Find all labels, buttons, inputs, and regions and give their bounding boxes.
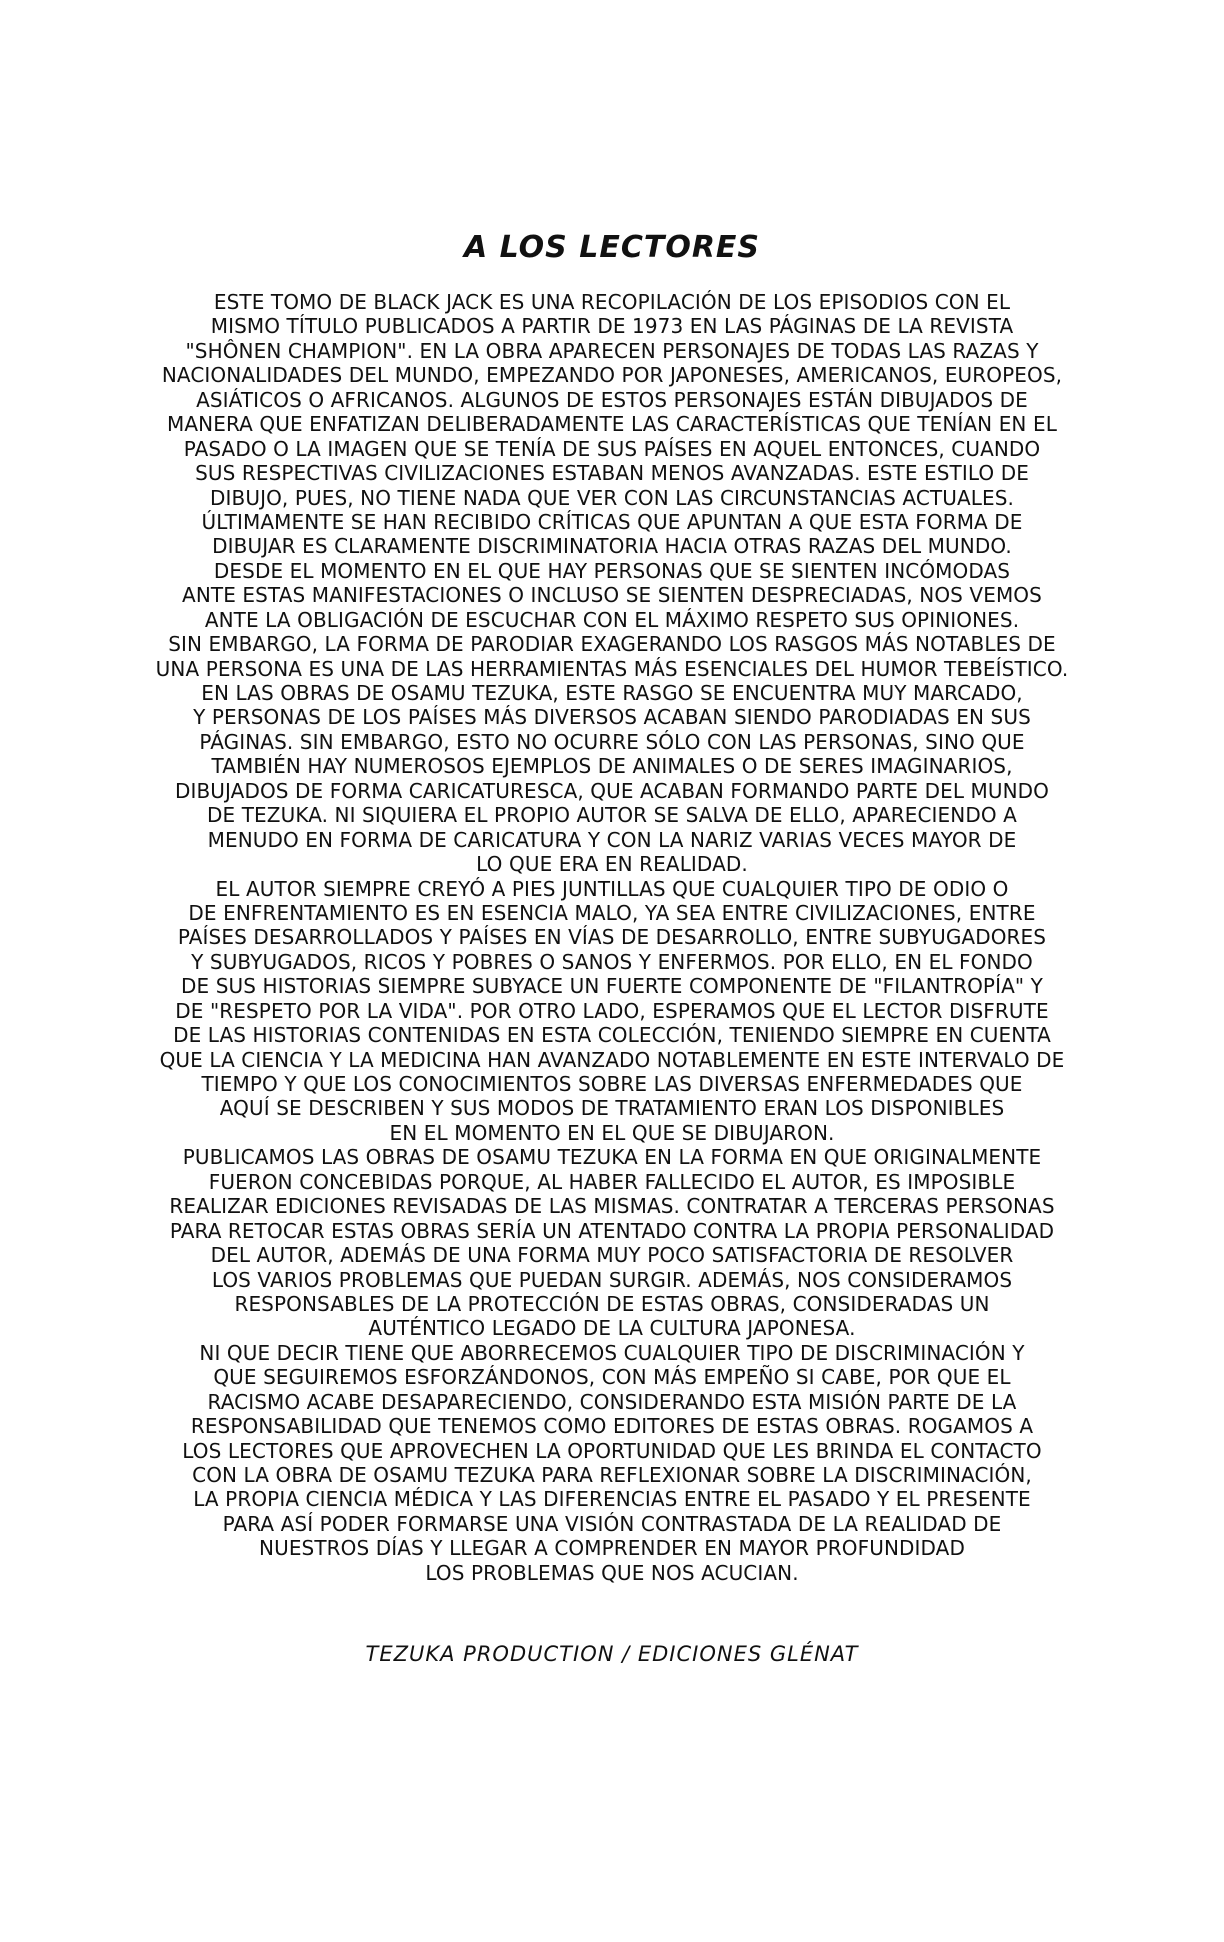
text-line: DE ENFRENTAMIENTO ES EN ESENCIA MALO, YA SEA ENTRE CIVILIZACIONES, ENTRE xyxy=(188,900,1036,925)
text-line: DE TEZUKA. NI SIQUIERA EL PROPIO AUTOR SE SALVA DE ELLO, APARECIENDO A xyxy=(207,803,1017,828)
text-line: ANTE LA OBLIGACIÓN DE ESCUCHAR CON EL MÁXIMO RESPETO SUS OPINIONES. xyxy=(204,607,1020,632)
body-text xyxy=(132,290,1092,1585)
text-line: CON LA OBRA DE OSAMU TEZUKA PARA REFLEXIONAR SOBRE LA DISCRIMINACIÓN, xyxy=(192,1463,1032,1487)
page-title: A LOS LECTORES xyxy=(463,230,761,265)
text-line: RESPONSABILIDAD QUE TENEMOS COMO EDITORES DE ESTAS OBRAS. ROGAMOS A xyxy=(190,1414,1034,1439)
text-line: LOS PROBLEMAS QUE NOS ACUCIAN. xyxy=(425,1560,799,1585)
text-line: EN EL MOMENTO EN EL QUE SE DIBUJARON. xyxy=(389,1120,835,1145)
text-line: DESDE EL MOMENTO EN EL QUE HAY PERSONAS QUE SE SIENTEN INCÓMODAS xyxy=(213,558,1011,583)
text-line: MENUDO EN FORMA DE CARICATURA Y CON LA NARIZ VARIAS VECES MAYOR DE xyxy=(207,827,1017,852)
text-line: PÁGINAS. SIN EMBARGO, ESTO NO OCURRE SÓLO CON LAS PERSONAS, SINO QUE xyxy=(199,729,1025,754)
text-line: TIEMPO Y QUE LOS CONOCIMIENTOS SOBRE LAS DIVERSAS ENFERMEDADES QUE xyxy=(201,1072,1023,1096)
text-line: ÚLTIMAMENTE SE HAN RECIBIDO CRÍTICAS QUE APUNTAN A QUE ESTA FORMA DE xyxy=(201,509,1023,534)
text-line: Y PERSONAS DE LOS PAÍSES MÁS DIVERSOS ACABAN SIENDO PARODIADAS EN SUS xyxy=(193,705,1031,730)
text-line: EL AUTOR SIEMPRE CREYÓ A PIES JUNTILLAS QUE CUALQUIER TIPO DE ODIO O xyxy=(215,876,1009,901)
text-line: PARA RETOCAR ESTAS OBRAS SERÍA UN ATENTADO CONTRA LA PROPIA PERSONALIDAD xyxy=(169,1218,1055,1243)
text-line: MISMO TÍTULO PUBLICADOS A PARTIR DE 1973 EN LAS PÁGINAS DE LA REVISTA xyxy=(210,314,1014,339)
text-line: PUBLICAMOS LAS OBRAS DE OSAMU TEZUKA EN LA FORMA EN QUE ORIGINALMENTE xyxy=(182,1145,1042,1170)
text-line: LOS LECTORES QUE APROVECHEN LA OPORTUNIDAD QUE LES BRINDA EL CONTACTO xyxy=(182,1438,1042,1463)
text-line: AUTÉNTICO LEGADO DE LA CULTURA JAPONESA. xyxy=(368,1316,856,1341)
text-line: DIBUJADOS DE FORMA CARICATURESCA, QUE ACABAN FORMANDO PARTE DEL MUNDO xyxy=(174,778,1050,803)
text-line: DE SUS HISTORIAS SIEMPRE SUBYACE UN FUERTE COMPONENTE DE "FILANTROPÍA" Y xyxy=(181,974,1043,999)
text-line: ASIÁTICOS O AFRICANOS. ALGUNOS DE ESTOS PERSONAJES ESTÁN DIBUJADOS DE xyxy=(196,387,1028,412)
text-line: FUERON CONCEBIDAS PORQUE, AL HABER FALLECIDO EL AUTOR, ES IMPOSIBLE xyxy=(208,1169,1016,1194)
text-line: RESPONSABLES DE LA PROTECCIÓN DE ESTAS OBRAS, CONSIDERADAS UN xyxy=(234,1291,990,1316)
text-line: DIBUJAR ES CLARAMENTE DISCRIMINATORIA HACIA OTRAS RAZAS DEL MUNDO. xyxy=(212,534,1012,559)
text-line: PAÍSES DESARROLLADOS Y PAÍSES EN VÍAS DE DESARROLLO, ENTRE SUBYUGADORES xyxy=(177,925,1047,950)
text-line: DEL AUTOR, ADEMÁS DE UNA FORMA MUY POCO SATISFACTORIA DE RESOLVER xyxy=(210,1243,1014,1268)
text-line: UNA PERSONA ES UNA DE LAS HERRAMIENTAS MÁS ESENCIALES DEL HUMOR TEBEÍSTICO. xyxy=(155,656,1069,681)
text-line: LO QUE ERA EN REALIDAD. xyxy=(476,852,748,877)
text-line: REALIZAR EDICIONES REVISADAS DE LAS MISMAS. CONTRATAR A TERCERAS PERSONAS xyxy=(169,1194,1055,1219)
text-line: DE "RESPETO POR LA VIDA". POR OTRO LADO, ESPERAMOS QUE EL LECTOR DISFRUTE xyxy=(175,998,1049,1023)
text-line: NACIONALIDADES DEL MUNDO, EMPEZANDO POR JAPONESES, AMERICANOS, EUROPEOS, xyxy=(161,363,1063,388)
text-line: SUS RESPECTIVAS CIVILIZACIONES ESTABAN MENOS AVANZADAS. ESTE ESTILO DE xyxy=(195,461,1029,486)
text-line: ESTE TOMO DE BLACK JACK ES UNA RECOPILACIÓN DE LOS EPISODIOS CON EL xyxy=(213,290,1011,314)
signature: TEZUKA PRODUCTION / EDICIONES GLÉNAT xyxy=(365,1642,859,1666)
text-line: Y SUBYUGADOS, RICOS Y POBRES O SANOS Y ENFERMOS. POR ELLO, EN EL FONDO xyxy=(191,949,1033,974)
text-line: QUE SEGUIREMOS ESFORZÁNDONOS, CON MÁS EMPEÑO SI CABE, POR QUE EL xyxy=(213,1365,1011,1390)
text-line: LA PROPIA CIENCIA MÉDICA Y LAS DIFERENCIAS ENTRE EL PASADO Y EL PRESENTE xyxy=(193,1487,1031,1512)
text-line: RACISMO ACABE DESAPARECIENDO, CONSIDERANDO ESTA MISIÓN PARTE DE LA xyxy=(207,1389,1017,1414)
text-line: "SHÔNEN CHAMPION". EN LA OBRA APARECEN PERSONAJES DE TODAS LAS RAZAS Y xyxy=(185,338,1039,363)
text-line: QUE LA CIENCIA Y LA MEDICINA HAN AVANZADO NOTABLEMENTE EN ESTE INTERVALO DE xyxy=(159,1047,1065,1072)
text-line: MANERA QUE ENFATIZAN DELIBERADAMENTE LAS CARACTERÍSTICAS QUE TENÍAN EN EL xyxy=(167,412,1057,437)
text-line: LOS VARIOS PROBLEMAS QUE PUEDAN SURGIR. ADEMÁS, NOS CONSIDERAMOS xyxy=(211,1267,1013,1292)
text-line: DE LAS HISTORIAS CONTENIDAS EN ESTA COLECCIÓN, TENIENDO SIEMPRE EN CUENTA xyxy=(173,1023,1051,1048)
text-line: EN LAS OBRAS DE OSAMU TEZUKA, ESTE RASGO SE ENCUENTRA MUY MARCADO, xyxy=(201,681,1023,705)
text-line: NI QUE DECIR TIENE QUE ABORRECEMOS CUALQUIER TIPO DE DISCRIMINACIÓN Y xyxy=(199,1340,1025,1365)
text-line: DIBUJO, PUES, NO TIENE NADA QUE VER CON LAS CIRCUNSTANCIAS ACTUALES. xyxy=(210,485,1014,510)
text-line: AQUÍ SE DESCRIBEN Y SUS MODOS DE TRATAMIENTO ERAN LOS DISPONIBLES xyxy=(219,1096,1005,1121)
text-line: PARA ASÍ PODER FORMARSE UNA VISIÓN CONTRASTADA DE LA REALIDAD DE xyxy=(222,1511,1002,1536)
text-line: ANTE ESTAS MANIFESTACIONES O INCLUSO SE SIENTEN DESPRECIADAS, NOS VEMOS xyxy=(182,583,1042,608)
text-line: SIN EMBARGO, LA FORMA DE PARODIAR EXAGERANDO LOS RASGOS MÁS NOTABLES DE xyxy=(168,632,1056,657)
text-line: PASADO O LA IMAGEN QUE SE TENÍA DE SUS PAÍSES EN AQUEL ENTONCES, CUANDO xyxy=(183,436,1041,461)
text-line: NUESTROS DÍAS Y LLEGAR A COMPRENDER EN MAYOR PROFUNDIDAD xyxy=(259,1536,965,1561)
text-line: TAMBIÉN HAY NUMEROSOS EJEMPLOS DE ANIMALES O DE SERES IMAGINARIOS, xyxy=(211,754,1013,779)
